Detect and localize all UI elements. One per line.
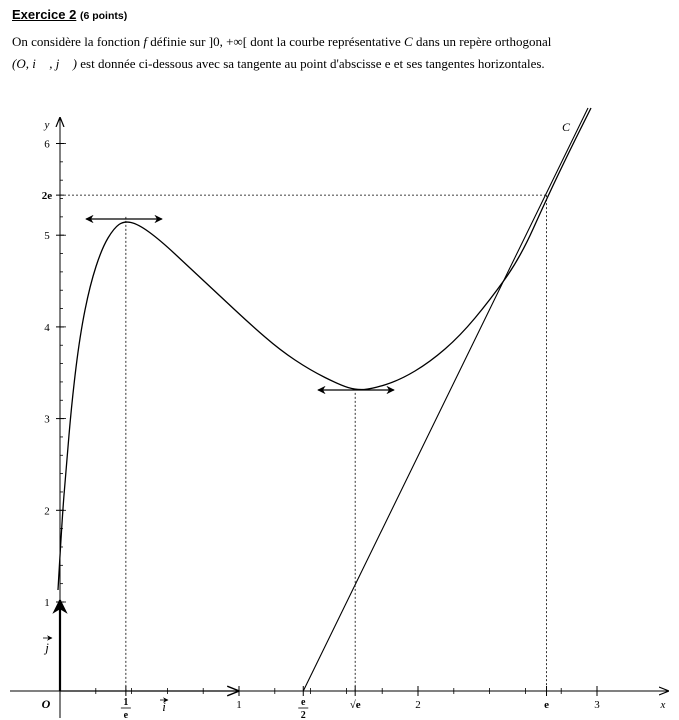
intro-text-3: dans un repère orthogonal <box>412 34 552 49</box>
x-tick-label-den: 2 <box>300 710 306 720</box>
x-tick-label: 2 <box>415 699 421 711</box>
x-tick-label-den: e <box>123 710 129 720</box>
x-axis-label: x <box>660 699 666 711</box>
unit-vector-j-label: j <box>45 640 49 655</box>
y-tick-label: 5 <box>44 230 50 243</box>
curve-C-label: C <box>561 120 571 134</box>
x-tick-label: 1 <box>236 699 242 711</box>
x-tick-label-num: e <box>301 697 306 708</box>
y-tick-label: 4 <box>44 321 50 334</box>
y-tick-label: 2 <box>44 505 50 518</box>
intro-text-1: On considère la fonction <box>12 34 144 49</box>
dashed-guides <box>60 195 547 691</box>
exercise-points: (6 points) <box>79 10 128 22</box>
curve-name: C <box>404 34 413 49</box>
y-tick-label: 6 <box>44 138 50 151</box>
tick-labels <box>42 119 666 720</box>
origin-label: O <box>41 697 51 711</box>
y-tick-label: 1 <box>44 597 50 609</box>
y-axis-label: y <box>44 119 50 131</box>
unit-vector-i-label: i <box>162 699 166 714</box>
frame-notation: (O, i⃗ , j⃗ ) <box>12 56 77 71</box>
y-tick-label: 3 <box>44 413 50 426</box>
curve-group <box>58 108 591 590</box>
curve-C <box>58 108 591 590</box>
y-tick-label: 2e <box>41 190 53 203</box>
x-tick-label: e <box>544 699 549 711</box>
tick-marks <box>56 144 597 697</box>
function-name: f <box>143 34 148 49</box>
x-tick-label: 3 <box>594 699 600 711</box>
exercise-name: Exercice 2 <box>12 7 77 22</box>
x-tick-label-num: 1 <box>123 697 129 708</box>
axes <box>10 118 668 718</box>
intro-text-2: définie sur ]0, +∞[ dont la courbe représentative <box>147 34 405 49</box>
x-tick-label: √e <box>349 699 361 711</box>
intro-text-4: est donnée ci-dessous avec sa tangente au point d'abscisse e et ses tangentes horizontales. <box>77 56 545 71</box>
